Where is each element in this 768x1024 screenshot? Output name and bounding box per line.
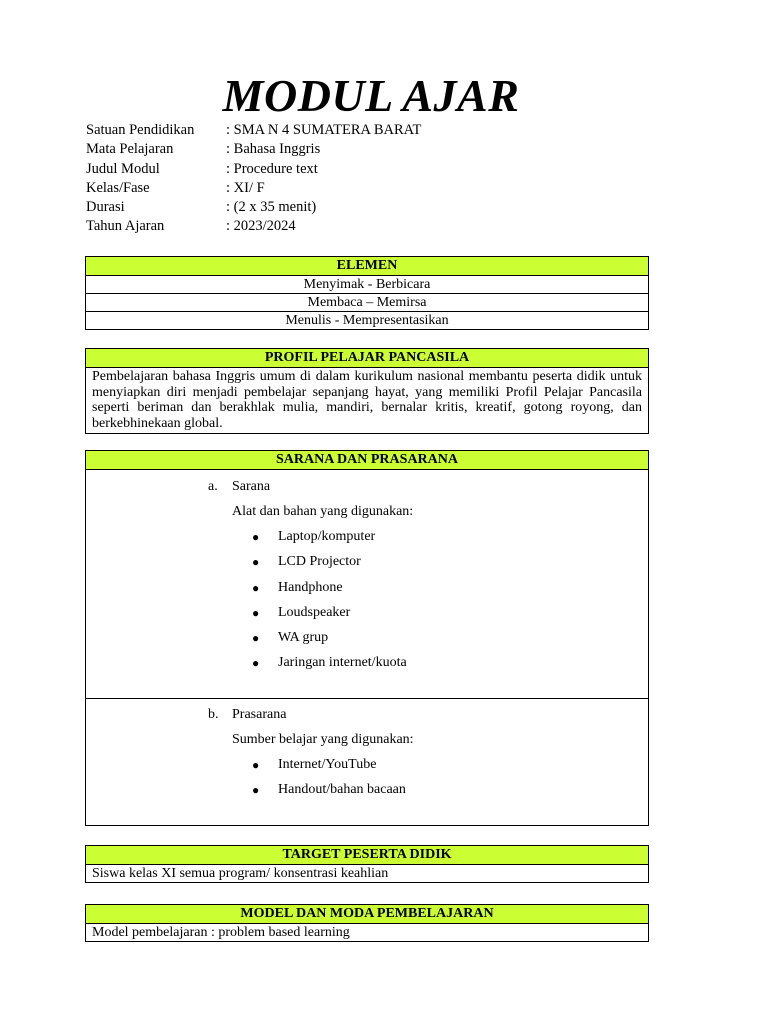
sarana-title <box>208 478 270 496</box>
sarana-prasarana-table <box>85 450 649 826</box>
sarana-list <box>252 528 407 680</box>
prasarana-cell <box>86 698 648 825</box>
bullet-dot-icon: ● <box>252 656 260 671</box>
info-row-kelas-fase <box>86 179 421 198</box>
list-item <box>252 781 406 806</box>
bullet-dot-icon: ● <box>252 631 260 646</box>
info-row-mata-pelajaran <box>86 140 421 159</box>
elemen-heading: ELEMEN <box>86 257 648 276</box>
info-label: Mata Pelajaran <box>86 141 174 158</box>
module-info <box>86 121 421 237</box>
sarana-cell <box>86 470 648 698</box>
model-table <box>85 904 649 942</box>
profil-table <box>85 348 649 434</box>
info-value: : Procedure text <box>226 160 318 177</box>
model-text: Model pembelajaran : problem based learning <box>92 925 350 940</box>
info-value: : XI/ F <box>226 179 265 196</box>
target-text: Siswa kelas XI semua program/ konsentrasi keahlian <box>92 866 389 881</box>
prasarana-title-text: Prasarana <box>232 707 287 722</box>
list-item-text: Loudspeaker <box>278 604 351 620</box>
prasarana-title <box>208 706 286 724</box>
info-row-durasi <box>86 198 421 217</box>
elemen-row: Membaca – Memirsa <box>86 294 648 312</box>
target-heading: TARGET PESERTA DIDIK <box>86 846 648 865</box>
info-value: : Bahasa Inggris <box>226 141 321 158</box>
list-item-text: LCD Projector <box>278 554 361 570</box>
list-item-text: Laptop/komputer <box>278 529 376 544</box>
elemen-table <box>85 256 649 330</box>
bullet-dot-icon: ● <box>252 555 260 570</box>
info-value: : 2023/2024 <box>226 218 296 235</box>
model-heading: MODEL DAN MODA PEMBELAJARAN <box>86 905 648 924</box>
list-item-text: Internet/YouTube <box>278 757 377 772</box>
list-item-text: WA grup <box>278 630 329 646</box>
list-marker: a. <box>208 479 218 494</box>
bullet-dot-icon: ● <box>252 605 260 620</box>
profil-text: Pembelajaran bahasa Inggris umum di dalam kurikulum nasional membantu peserta didik untuk menyiapkan diri menjadi pembelajar sepanjang hayat, yang memiliki Profil Pelajar Pancasila seperti beriman dan berakhlak mulia, mandiri, bernalar kritis, kreatif, gotong royong, dan berkebhinekaan global. <box>92 369 642 431</box>
bullet-dot-icon: ● <box>252 783 260 798</box>
list-marker: b. <box>208 707 219 722</box>
info-label: Judul Modul <box>86 160 160 177</box>
sarana-prasarana-heading: SARANA DAN PRASARANA <box>86 451 648 470</box>
list-item <box>252 579 407 604</box>
list-item <box>252 604 407 629</box>
info-value: : (2 x 35 menit) <box>226 199 317 216</box>
list-item <box>252 756 406 781</box>
info-label: Tahun Ajaran <box>86 218 165 235</box>
list-item <box>252 553 407 578</box>
sarana-desc: Alat dan bahan yang digunakan: <box>232 504 414 519</box>
list-item-text: Handout/bahan bacaan <box>278 782 406 798</box>
elemen-row: Menyimak - Berbicara <box>86 276 648 294</box>
sarana-title-text: Sarana <box>232 479 271 494</box>
prasarana-desc: Sumber belajar yang digunakan: <box>232 732 414 747</box>
list-item-text: Jaringan internet/kuota <box>278 655 407 671</box>
info-value: : SMA N 4 SUMATERA BARAT <box>226 122 422 138</box>
list-item <box>252 629 407 654</box>
info-row-tahun-ajaran <box>86 217 421 236</box>
list-item <box>252 528 407 553</box>
target-table <box>85 845 649 883</box>
info-row-satuan-pendidikan <box>86 121 421 140</box>
bullet-dot-icon: ● <box>252 758 260 772</box>
info-label: Durasi <box>86 199 125 216</box>
bullet-dot-icon: ● <box>252 530 260 544</box>
info-row-judul-modul <box>86 160 421 179</box>
elemen-row: Menulis - Mempresentasikan <box>285 313 449 328</box>
list-item-text: Handphone <box>278 579 343 595</box>
prasarana-list <box>252 756 406 807</box>
info-label: Satuan Pendidikan <box>86 122 195 138</box>
document-title: MODUL AJAR <box>222 70 520 121</box>
profil-heading: PROFIL PELAJAR PANCASILA <box>86 349 648 368</box>
bullet-dot-icon: ● <box>252 580 260 595</box>
info-label: Kelas/Fase <box>86 179 150 196</box>
list-item <box>252 654 407 679</box>
